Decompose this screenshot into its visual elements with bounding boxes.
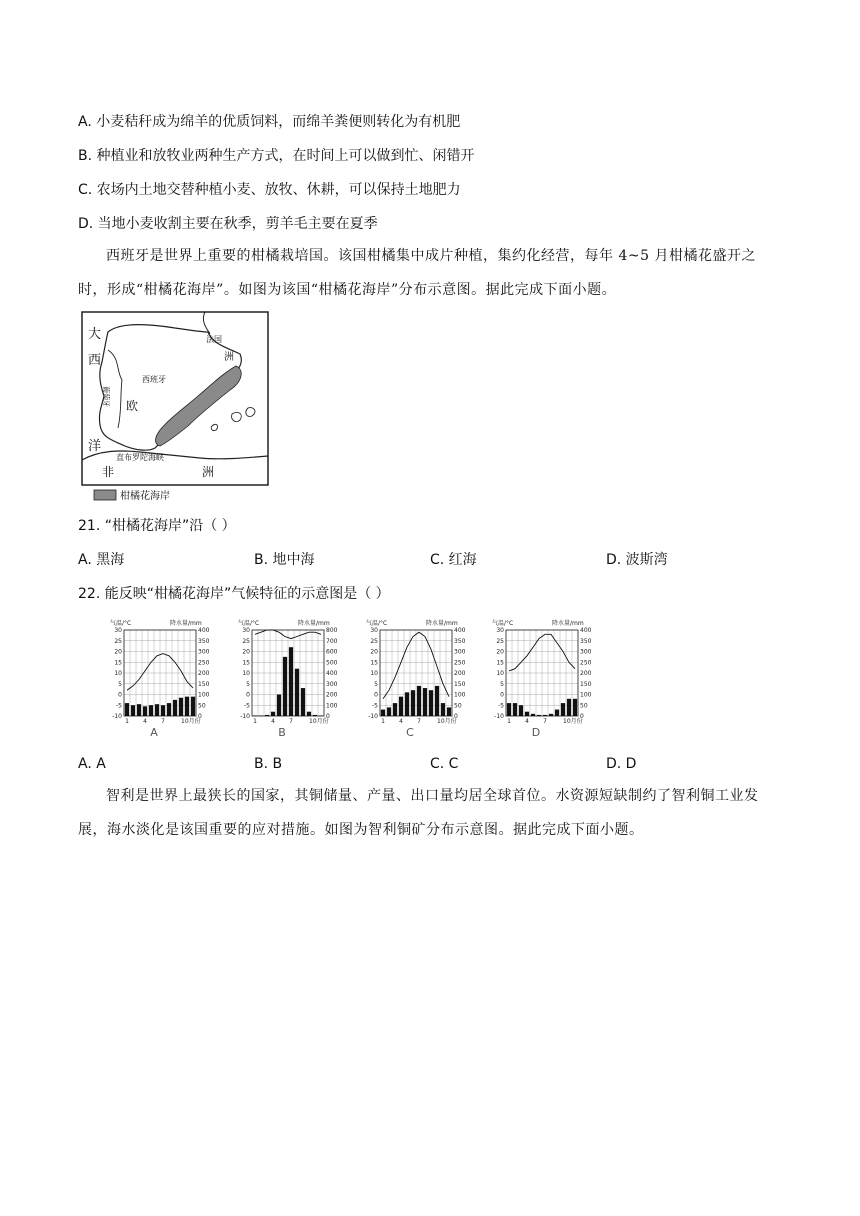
- spain-citrus-coast-map: [80, 310, 272, 506]
- option-c: C. 农场内土地交替种植小麦、放牧、休耕，可以保持土地肥力: [78, 182, 461, 198]
- precip-bar: [405, 692, 409, 716]
- label-fei: 非: [102, 465, 115, 479]
- q21-option-c: C. 红海: [430, 552, 477, 568]
- precip-bar: [387, 707, 391, 716]
- y-tick-label: 25: [242, 637, 250, 645]
- label-ou: 欧: [126, 399, 139, 413]
- precip-bar: [435, 686, 439, 716]
- y2-tick-label: 600: [326, 648, 338, 656]
- q22-option-b: B. B: [254, 756, 283, 772]
- y2-tick-label: 200: [198, 670, 210, 677]
- y2-axis-label: 降水量/mm: [552, 620, 584, 627]
- option-d: D. 当地小麦收割主要在秋季，剪羊毛主要在夏季: [78, 216, 378, 232]
- intro-text-spain: 西班牙是世界上重要的柑橘栽培国。该国柑橘集中成片种植，集约化经营，每年 4~5 月柑橘花盛开之时，形成“柑橘花海岸”。如图为该国“柑橘花海岸”分布示意图。据此完成下面小题。: [78, 248, 756, 298]
- y-tick-label: 20: [370, 648, 378, 656]
- y2-tick-label: 100: [454, 691, 466, 699]
- y2-tick-label: 350: [198, 637, 210, 645]
- precip-bar: [447, 707, 451, 716]
- precip-bar: [289, 647, 293, 716]
- y-tick-label: -5: [116, 702, 122, 710]
- precip-bar: [417, 686, 421, 716]
- y-tick-label: 30: [370, 627, 378, 634]
- precip-bar: [137, 704, 141, 716]
- label-zhou-af: 洲: [202, 465, 215, 479]
- label-gibraltar: 直布罗陀海峡: [116, 453, 164, 462]
- precip-bar: [399, 697, 403, 716]
- y2-tick-label: 250: [580, 659, 592, 667]
- precip-bar: [131, 705, 135, 716]
- legend-swatch: [94, 490, 116, 500]
- precip-bar: [301, 688, 305, 716]
- y-axis-label: 气温/°C: [492, 620, 514, 627]
- y-tick-label: 0: [118, 691, 122, 699]
- y-tick-label: 0: [500, 691, 504, 699]
- y2-tick-label: 500: [326, 659, 338, 667]
- intro-paragraph-spain: [78, 239, 778, 307]
- y-tick-label: 5: [500, 680, 504, 688]
- balearic-island-2: [246, 408, 255, 417]
- q21-option-b: B. 地中海: [254, 552, 315, 568]
- precip-bar: [283, 657, 287, 716]
- precip-bar: [429, 690, 433, 716]
- intro-paragraph-chile: [78, 779, 778, 847]
- precip-bar: [525, 712, 529, 716]
- y-tick-label: 0: [374, 691, 378, 699]
- climate-chart-c: [364, 616, 474, 742]
- precip-bar: [567, 699, 571, 716]
- y2-tick-label: 0: [198, 713, 202, 720]
- chart-title: A: [150, 726, 158, 739]
- q22-option-a: A. A: [78, 756, 106, 772]
- precip-bar: [185, 697, 189, 716]
- label-spain: 西班牙: [142, 375, 166, 384]
- x-tick-label: 4: [525, 718, 529, 725]
- y2-tick-label: 100: [326, 702, 338, 710]
- y2-tick-label: 300: [326, 680, 338, 688]
- y2-tick-label: 50: [454, 702, 462, 710]
- y-tick-label: 10: [496, 670, 504, 677]
- chart-title: B: [278, 726, 286, 739]
- q21-stem: 21. “柑橘花海岸”沿（ ）: [78, 518, 236, 534]
- precip-bar: [265, 715, 269, 716]
- climate-chart-a: [108, 616, 218, 742]
- label-yang: 洋: [88, 439, 102, 454]
- y-tick-label: 15: [370, 659, 378, 667]
- precip-bar: [531, 714, 535, 716]
- y2-tick-label: 350: [454, 637, 466, 645]
- y2-tick-label: 150: [454, 680, 466, 688]
- option-b: B. 种植业和放牧业两种生产方式，在时间上可以做到忙、闲错开: [78, 148, 475, 164]
- x-tick-label: 1: [507, 718, 511, 725]
- option-a: A. 小麦秸秆成为绵羊的优质饲料，而绵羊粪便则转化为有机肥: [78, 114, 461, 130]
- precip-bar: [513, 703, 517, 716]
- precip-bar: [277, 695, 281, 717]
- y-tick-label: 30: [242, 627, 250, 634]
- x-tick-label: 7: [161, 718, 165, 725]
- y2-tick-label: 0: [326, 713, 330, 720]
- y2-tick-label: 100: [198, 691, 210, 699]
- y2-tick-label: 350: [580, 637, 592, 645]
- precip-bar: [155, 704, 159, 716]
- label-zhou-eu: 洲: [224, 352, 234, 363]
- y2-axis-label: 降水量/mm: [426, 620, 458, 627]
- precip-bar: [561, 703, 565, 716]
- y2-axis-label: 降水量/mm: [170, 620, 202, 627]
- y2-tick-label: 300: [454, 648, 466, 656]
- y-tick-label: -5: [498, 702, 504, 710]
- y-tick-label: 5: [246, 680, 250, 688]
- precip-bar: [555, 710, 559, 716]
- y-tick-label: 25: [114, 637, 122, 645]
- y-tick-label: 5: [118, 680, 122, 688]
- label-portugal: 葡萄牙: [102, 386, 110, 407]
- precip-bar: [313, 715, 317, 716]
- chart-title: D: [531, 726, 541, 739]
- x-tick-label: 1: [253, 718, 257, 725]
- precip-bar: [441, 703, 445, 716]
- q21-option-d: D. 波斯湾: [606, 552, 668, 568]
- q22-option-d: D. D: [606, 756, 637, 772]
- y-tick-label: 20: [496, 648, 504, 656]
- x-tick-label: 7: [289, 718, 293, 725]
- precip-bar: [179, 698, 183, 716]
- y2-tick-label: 200: [580, 670, 592, 677]
- y-tick-label: -5: [244, 702, 250, 710]
- y2-tick-label: 200: [454, 670, 466, 677]
- y-tick-label: 25: [496, 637, 504, 645]
- x-tick-label: 1: [381, 718, 385, 725]
- q22-option-c: C. C: [430, 756, 459, 772]
- y2-tick-label: 200: [326, 691, 338, 699]
- y-tick-label: 10: [114, 670, 122, 677]
- precip-bar: [125, 703, 129, 716]
- y2-tick-label: 400: [580, 627, 592, 634]
- precip-bar: [519, 705, 523, 716]
- y-tick-label: 0: [246, 691, 250, 699]
- balearic-island-3: [211, 424, 217, 430]
- x-tick-label: 4: [271, 718, 275, 725]
- precip-bar: [543, 715, 547, 716]
- label-da: 大: [88, 327, 102, 342]
- y2-tick-label: 400: [454, 627, 466, 634]
- y-tick-label: 10: [370, 670, 378, 677]
- x-tick-label: 10月份: [563, 718, 583, 725]
- precip-bar: [173, 700, 177, 716]
- y2-axis-label: 降水量/mm: [298, 620, 330, 627]
- chart-title: C: [406, 726, 414, 739]
- precip-bar: [143, 706, 147, 716]
- x-tick-label: 10月份: [437, 718, 457, 725]
- y-tick-label: 30: [114, 627, 122, 634]
- precip-bar: [549, 714, 553, 716]
- y2-tick-label: 150: [580, 680, 592, 688]
- x-tick-label: 4: [399, 718, 403, 725]
- y-tick-label: 15: [242, 659, 250, 667]
- x-tick-label: 7: [417, 718, 421, 725]
- y2-tick-label: 400: [198, 627, 210, 634]
- q22-stem: 22. 能反映“柑橘花海岸”气候特征的示意图是（ ）: [78, 586, 390, 602]
- y-tick-label: 15: [496, 659, 504, 667]
- precip-bar: [271, 712, 275, 716]
- y-tick-label: -5: [372, 702, 378, 710]
- precip-bar: [381, 710, 385, 716]
- y2-tick-label: 50: [580, 702, 588, 710]
- x-tick-label: 10月份: [181, 718, 201, 725]
- balearic-island-1: [232, 412, 242, 421]
- precip-bar: [307, 712, 311, 716]
- legend-label: 柑橘花海岸: [120, 491, 170, 502]
- precip-bar: [259, 715, 263, 716]
- y-axis-label: 气温/°C: [366, 620, 388, 627]
- y-tick-label: -10: [240, 713, 250, 720]
- y2-tick-label: 0: [580, 713, 584, 720]
- precip-bar: [537, 715, 541, 716]
- label-france: 法国: [206, 335, 222, 344]
- y2-tick-label: 700: [326, 637, 338, 645]
- precip-bar: [507, 703, 511, 716]
- x-tick-label: 1: [125, 718, 129, 725]
- y2-tick-label: 250: [198, 659, 210, 667]
- q21-option-a: A. 黑海: [78, 552, 125, 568]
- y-axis-label: 气温/°C: [110, 620, 132, 627]
- y-tick-label: 30: [496, 627, 504, 634]
- y2-tick-label: 400: [326, 670, 338, 677]
- y-tick-label: 10: [242, 670, 250, 677]
- label-xi: 西: [88, 353, 102, 368]
- climate-chart-d: [490, 616, 600, 742]
- y-tick-label: 5: [374, 680, 378, 688]
- y2-tick-label: 300: [198, 648, 210, 656]
- precip-bar: [253, 715, 257, 716]
- y-tick-label: 20: [242, 648, 250, 656]
- y2-tick-label: 300: [580, 648, 592, 656]
- precip-bar: [149, 705, 153, 716]
- climate-chart-b: [236, 616, 346, 742]
- precip-bar: [191, 697, 195, 716]
- y-axis-label: 气温/°C: [238, 620, 260, 627]
- precip-bar: [573, 699, 577, 716]
- y-tick-label: -10: [494, 713, 504, 720]
- precip-bar: [411, 690, 415, 716]
- y-tick-label: -10: [112, 713, 122, 720]
- y2-tick-label: 50: [198, 702, 206, 710]
- precip-bar: [423, 688, 427, 716]
- y2-tick-label: 0: [454, 713, 458, 720]
- y-tick-label: -10: [368, 713, 378, 720]
- precip-bar: [161, 705, 165, 716]
- x-tick-label: 7: [543, 718, 547, 725]
- y2-tick-label: 800: [326, 627, 338, 634]
- y-tick-label: 15: [114, 659, 122, 667]
- y2-tick-label: 150: [198, 680, 210, 688]
- y2-tick-label: 250: [454, 659, 466, 667]
- y-tick-label: 25: [370, 637, 378, 645]
- precip-bar: [167, 703, 171, 716]
- y2-tick-label: 100: [580, 691, 592, 699]
- intro-text-chile: 智利是世界上最狭长的国家，其铜储量、产量、出口量均居全球首位。水资源短缺制约了智利铜工业发展，海水淡化是该国重要的应对措施。如图为智利铜矿分布示意图。据此完成下面小题。: [78, 788, 759, 838]
- precip-bar: [295, 669, 299, 716]
- x-tick-label: 10月份: [309, 718, 329, 725]
- x-tick-label: 4: [143, 718, 147, 725]
- precip-bar: [393, 703, 397, 716]
- precip-bar: [319, 715, 323, 716]
- y-tick-label: 20: [114, 648, 122, 656]
